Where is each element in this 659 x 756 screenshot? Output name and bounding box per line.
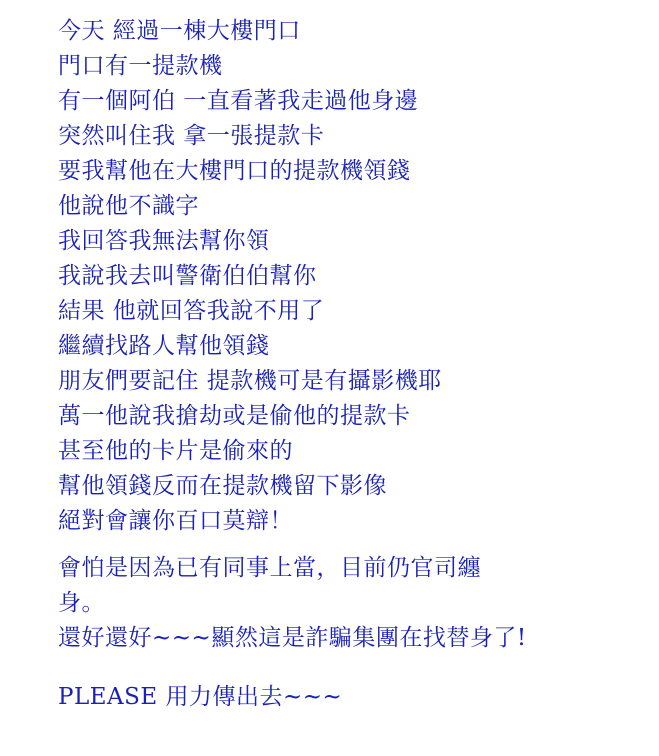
closing-line: PLEASE 用力傳出去~~~ [58, 684, 343, 710]
text-line: 我說我去叫警衛伯伯幫你 [58, 263, 317, 289]
text-line: 突然叫住我 拿一張提款卡 [58, 123, 325, 149]
text-line: 萬一他說我搶劫或是偷他的提款卡 [58, 403, 411, 429]
text-line: 要我幫他在大樓門口的提款機領錢 [58, 158, 411, 184]
text-line: 有一個阿伯 一直看著我走過他身邊 [58, 88, 419, 114]
paragraph-spacer [58, 539, 648, 551]
paragraph-spacer [58, 656, 648, 680]
text-line: 他說他不識字 [58, 193, 199, 219]
text-line: 幫他領錢反而在提款機留下影像 [58, 473, 387, 499]
text-line: 朋友們要記住 提款機可是有攝影機耶 [58, 368, 442, 394]
text-line: 會怕是因為已有同事上當，目前仍官司纏 [58, 555, 481, 581]
text-line: 今天 經過一棟大樓門口 [58, 18, 301, 44]
text-line: 結果 他就回答我說不用了 [58, 298, 325, 324]
text-line: 門口有一提款機 [58, 53, 223, 79]
closing-paragraph [58, 680, 648, 715]
text-line: 身。 [58, 590, 105, 616]
text-line: 還好還好~~~顯然這是詐騙集團在找替身了! [58, 625, 527, 651]
document-body [58, 14, 648, 715]
text-line: 繼續找路人幫他領錢 [58, 333, 270, 359]
paragraph-2 [58, 551, 648, 656]
paragraph-1 [58, 14, 648, 539]
text-line: 絕對會讓你百口莫辯！ [58, 508, 293, 534]
text-line: 我回答我無法幫你領 [58, 228, 270, 254]
text-line: 甚至他的卡片是偷來的 [58, 438, 293, 464]
